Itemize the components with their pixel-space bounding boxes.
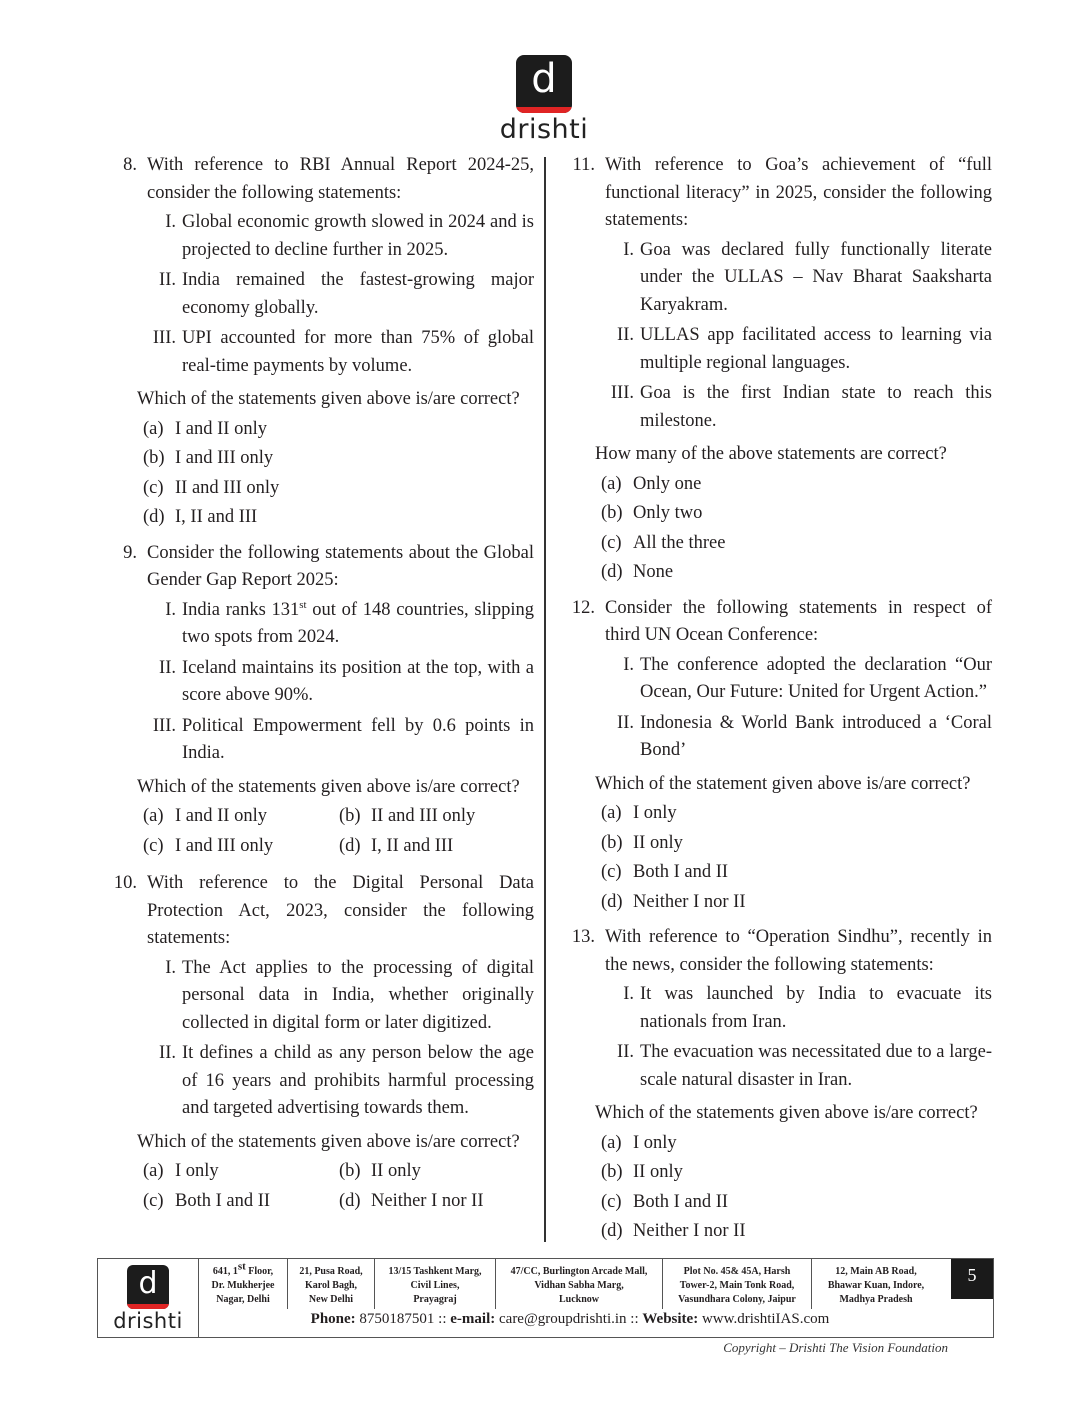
question-text: Consider the following statements about the Global Gender Gap Report 2025: <box>147 542 534 590</box>
address-lucknow: 47/CC, Burlington Arcade Mall, Vidhan Sabha Marg, Lucknow <box>496 1259 663 1309</box>
page-number: 5 <box>951 1259 993 1299</box>
question-prompt: Which of the statement given above is/are correct? <box>595 773 971 794</box>
question-11 <box>562 152 992 587</box>
statement: II. India remained the fastest-growing major economy globally. <box>159 270 534 318</box>
left-column <box>104 152 534 1225</box>
brand-name: drishti <box>113 1309 183 1333</box>
question-12 <box>562 595 992 917</box>
statement: I. The Act applies to the processing of digital personal data in India, whether originally collected in digital form or later digitized. <box>165 957 534 1033</box>
option: (b) II and III only <box>339 806 476 826</box>
question-number: 13. <box>571 927 595 947</box>
statement: I. Global economic growth slowed in 2024 and is projected to decline further in 2025. <box>165 212 534 260</box>
question-text: Consider the following statements in respect of third UN Ocean Conference: <box>605 597 992 645</box>
column-divider <box>544 157 546 1242</box>
right-column <box>562 152 992 1254</box>
question-text: With reference to Goa’s achievement of “full functional literacy” in 2025, consider the following statements: <box>605 155 992 230</box>
statement: II. The evacuation was necessitated due to a large-scale natural disaster in Iran. <box>617 1042 992 1090</box>
option: (c) Both I and II <box>143 1190 271 1211</box>
statement: II. It defines a child as any person below the age of 16 years and prohibits harmful processing and targeted advertising towards them. <box>159 1043 534 1118</box>
question-number: 10. <box>113 873 137 893</box>
option: (b) II only <box>339 1161 421 1181</box>
question-13 <box>562 924 992 1246</box>
statement: III. Goa is the first Indian state to reach this milestone. <box>610 383 992 431</box>
footer-logo <box>98 1259 199 1337</box>
option: (a) I only <box>601 1132 677 1153</box>
option: (d) I, II and III <box>339 835 454 856</box>
logo-icon: d <box>516 55 572 113</box>
statement: I. India ranks 131st out of 148 countries, slipping two spots from 2024. <box>165 598 534 647</box>
copyright-notice: Copyright – Drishti The Vision Foundation <box>723 1340 948 1355</box>
address-prayagraj: 13/15 Tashkent Marg, Civil Lines, Prayagraj <box>375 1259 496 1309</box>
question-prompt: How many of the above statements are correct? <box>595 444 947 464</box>
option: (b) I and III only <box>143 448 274 468</box>
question-prompt: Which of the statements given above is/are correct? <box>137 1131 520 1152</box>
statement: I. The conference adopted the declaration “Our Ocean, Our Future: United for Urgent Action.” <box>623 654 992 702</box>
header-logo <box>498 55 590 145</box>
option: (a) I and II only <box>143 806 267 826</box>
brand-name: drishti <box>499 114 589 145</box>
question-prompt: Which of the statements given above is/are correct? <box>137 389 520 409</box>
option: (c) Both I and II <box>601 1191 729 1212</box>
address-indore: 12, Main AB Road, Bhawar Kuan, Indore, Madhya Pradesh <box>827 1266 925 1305</box>
option: (b) II only <box>601 832 683 853</box>
question-number: 12. <box>571 597 595 618</box>
address-karol-bagh: 21, Pusa Road, Karol Bagh, New Delhi <box>288 1259 375 1309</box>
question-8 <box>104 152 534 532</box>
page-footer <box>97 1258 994 1338</box>
question-prompt: Which of the statements given above is/are correct? <box>137 776 520 797</box>
logo-icon: d <box>127 1265 169 1309</box>
option: (b) II only <box>601 1162 683 1182</box>
question-prompt: Which of the statements given above is/are correct? <box>595 1103 978 1123</box>
question-text: With reference to the Digital Personal Data Protection Act, 2023, consider the following statements: <box>147 873 534 948</box>
question-number: 8. <box>123 155 137 175</box>
statement: I. Goa was declared fully functionally literate under the ULLAS – Nav Bharat Saaksharta Karyakram. <box>623 239 992 315</box>
option: (d) Neither I nor II <box>601 891 746 912</box>
question-10 <box>104 870 534 1217</box>
option: (d) None <box>601 562 674 582</box>
option: (a) I and II only <box>143 418 267 439</box>
option: (d) Neither I nor II <box>601 1221 746 1241</box>
question-number: 11. <box>572 155 595 175</box>
option: (c) All the three <box>601 532 726 553</box>
option: (d) I, II and III <box>143 507 258 527</box>
statement: II. Indonesia & World Bank introduced a ‘Coral Bond’ <box>617 712 992 760</box>
statement: III. UPI accounted for more than 75% of global real-time payments by volume. <box>152 328 534 376</box>
question-text: With reference to RBI Annual Report 2024-25, consider the following statements: <box>147 155 534 203</box>
statement: III. Political Empowerment fell by 0.6 points in India. <box>152 715 534 763</box>
option: (a) I only <box>601 803 677 823</box>
question-9 <box>104 540 534 863</box>
option: (c) Both I and II <box>601 862 729 882</box>
option: (a) I only <box>143 1161 219 1181</box>
option: (a) Only one <box>601 473 702 494</box>
question-text: With reference to “Operation Sindhu”, recently in the news, consider the following statements: <box>605 927 992 975</box>
question-number: 9. <box>123 542 137 563</box>
statement: I. It was launched by India to evacuate its nationals from Iran. <box>623 984 992 1032</box>
statement: II. ULLAS app facilitated access to learning via multiple regional languages. <box>617 325 992 373</box>
address-list <box>199 1259 941 1309</box>
contact-line: Phone: 8750187501 :: e-mail: care@groupdrishti.in :: Website: www.drishtiIAS.com <box>310 1311 830 1327</box>
address-delhi-mukherjee: 641, 1st Floor, Dr. Mukherjee Nagar, Delhi <box>199 1259 288 1309</box>
option: (b) Only two <box>601 503 703 523</box>
address-jaipur: Plot No. 45& 45A, Harsh Tower-2, Main Tonk Road, Vasundhara Colony, Jaipur <box>663 1259 812 1309</box>
statement: II. Iceland maintains its position at the top, with a score above 90%. <box>159 657 534 705</box>
option: (d) Neither I nor II <box>339 1190 484 1211</box>
option: (c) I and III only <box>143 835 274 856</box>
option: (c) II and III only <box>143 477 280 498</box>
